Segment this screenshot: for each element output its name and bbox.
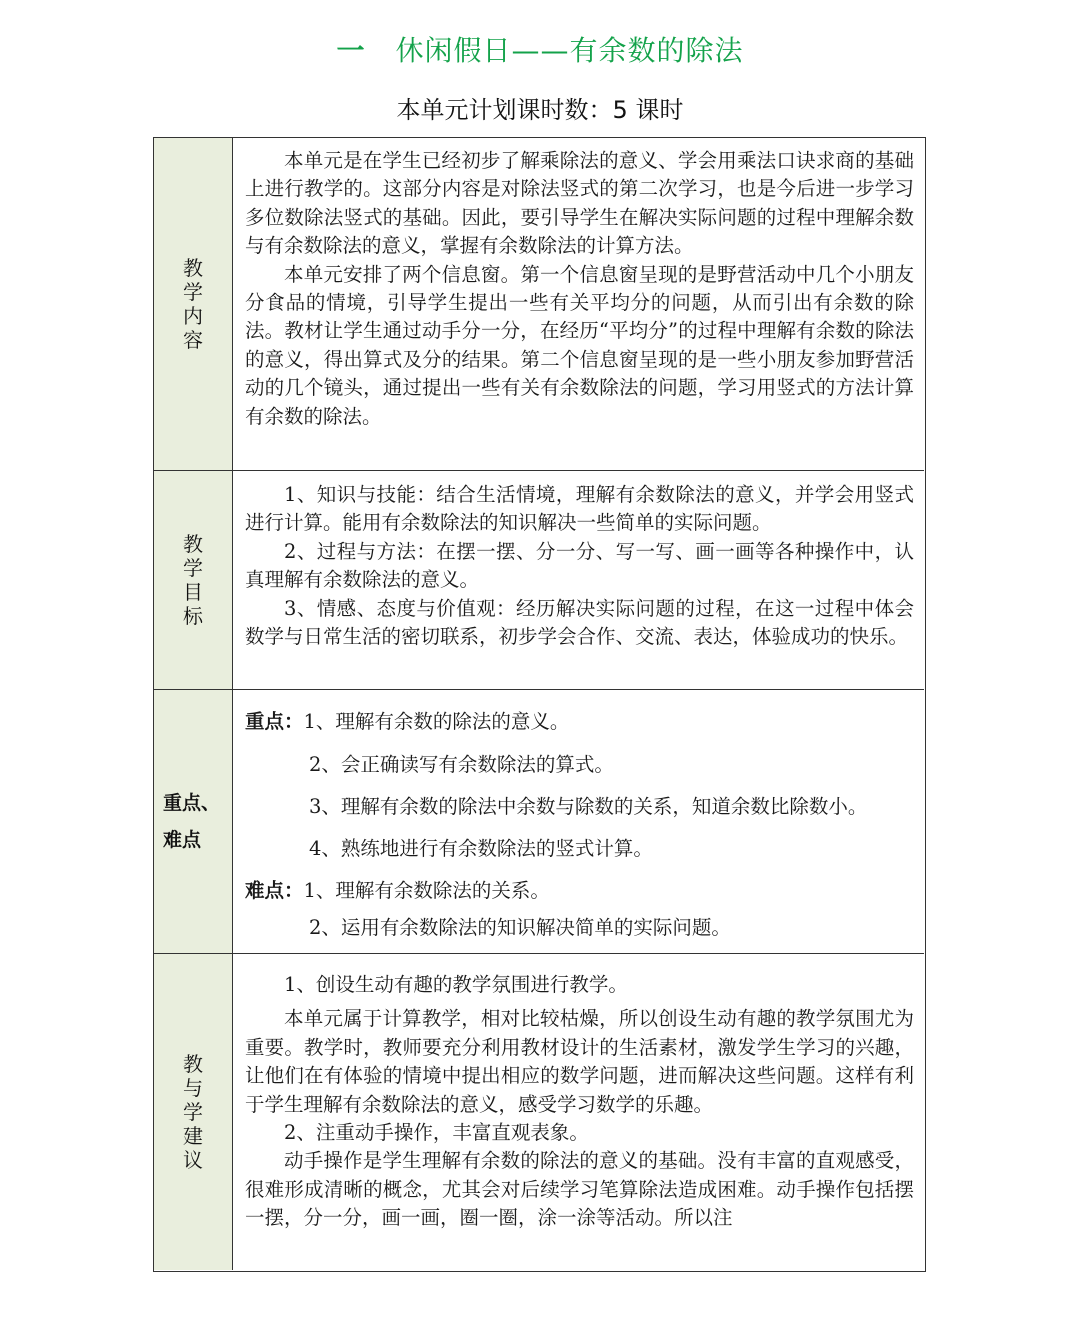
unit-title-text: 休闲假日——有余数的除法	[395, 34, 744, 67]
row-teaching-suggestions	[154, 954, 924, 1270]
content-paragraph: 本单元安排了两个信息窗。第一个信息窗呈现的是野营活动中几个小朋友分食品的情境，引导学生提出一些有关平均分的问题，从而引出有余数的除法。教材让学生通过动手分一分，在经历“平均分”的过程中理解有余数的除法的意义，得出算式及分的结果。第二个信息窗呈现的是一些小朋友参加野营活动的几个镜头，通过提出一些有关有余数除法的问题，学习用竖式的方法计算有余数的除法。	[245, 262, 914, 428]
key-points-label-line1: 重点、	[163, 791, 221, 814]
row-label-key-points	[163, 785, 223, 859]
key-point-item: 4、熟练地进行有余数除法的竖式计算。	[309, 837, 653, 860]
key-point-item: 3、理解有余数的除法中余数与除数的关系，知道余数比除数小。	[309, 795, 868, 818]
row-label-teaching-suggestions: 教与学建议	[183, 1052, 203, 1172]
difficult-point-text: 1、理解有余数除法的关系。	[303, 879, 550, 902]
content-paragraph: 本单元是在学生已经初步了解乘除法的意义、学会用乘法口诀求商的基础上进行教学的。这部分内容是对除法竖式的第二次学习，也是今后进一步学习多位数除法竖式的基础。因此，要引导学生在解决实际问题的过程中理解余数与有余数除法的意义，掌握有余数除法的计算方法。	[245, 149, 914, 258]
key-point-item: 2、会正确读写有余数除法的算式。	[309, 753, 614, 776]
key-points-cell	[245, 690, 914, 954]
teaching-goals-cell	[245, 481, 914, 651]
key-point-text: 1、理解有余数的除法的意义。	[303, 710, 570, 733]
unit-title	[0, 28, 1080, 74]
row-label-teaching-content: 教学内容	[183, 256, 203, 352]
difficult-point-item: 2、运用有余数除法的知识解决简单的实际问题。	[309, 916, 731, 939]
key-points-head: 重点：	[245, 710, 304, 733]
goal-paragraph: 2、过程与方法：在摆一摆、分一分、写一写、画一画等各种操作中，认真理解有余数除法的意义。	[245, 539, 914, 592]
difficult-point-item	[245, 877, 914, 905]
goal-paragraph: 1、知识与技能：结合生活情境，理解有余数除法的意义，并学会用竖式进行计算。能用有余数除法的知识解决一些简单的实际问题。	[245, 483, 914, 535]
goal-paragraph: 3、情感、态度与价值观：经历解决实际问题的过程，在这一过程中体会数学与日常生活的密切联系，初步学会合作、交流、表达，体验成功的快乐。	[245, 596, 914, 649]
teaching-content-cell	[245, 147, 914, 431]
suggestion-paragraph: 1、创设生动有趣的教学氛围进行教学。	[284, 973, 628, 996]
teaching-suggestions-cell	[245, 971, 914, 1233]
suggestion-paragraph: 动手操作是学生理解有余数的除法的意义的基础。没有丰富的直观感受，很难形成清晰的概念，尤其会对后续学习笔算除法造成困难。动手操作包括摆一摆，分一分，画一画，圈一圈，涂一涂等活动。所以注	[245, 1149, 914, 1230]
suggestion-paragraph: 2、注重动手操作，丰富直观表象。	[284, 1121, 589, 1145]
row-label-cell	[154, 138, 233, 470]
row-label-cell	[154, 954, 233, 1270]
row-teaching-content	[154, 138, 924, 471]
unit-plan-table	[153, 137, 926, 1272]
row-key-points	[154, 690, 924, 954]
row-label-cell	[154, 690, 233, 953]
key-points-label-line2: 难点	[163, 828, 202, 851]
row-label-cell	[154, 471, 233, 689]
lesson-count-subtitle: 本单元计划课时数：5 课时	[396, 96, 684, 124]
key-point-item	[245, 708, 914, 736]
unit-number: 一	[336, 34, 366, 67]
row-teaching-goals	[154, 471, 924, 690]
row-label-teaching-goals: 教学目标	[183, 532, 203, 628]
difficult-points-head: 难点：	[245, 879, 304, 902]
suggestion-paragraph: 本单元属于计算教学，相对比较枯燥，所以创设生动有趣的教学氛围尤为重要。教学时，教师要充分利用教材设计的生活素材，激发学生学习的兴趣，让他们在有体验的情境中提出相应的数学问题，进而解决这些问题。这样有利于学生理解有余数除法的意义，感受学习数学的乐趣。	[245, 1007, 914, 1116]
